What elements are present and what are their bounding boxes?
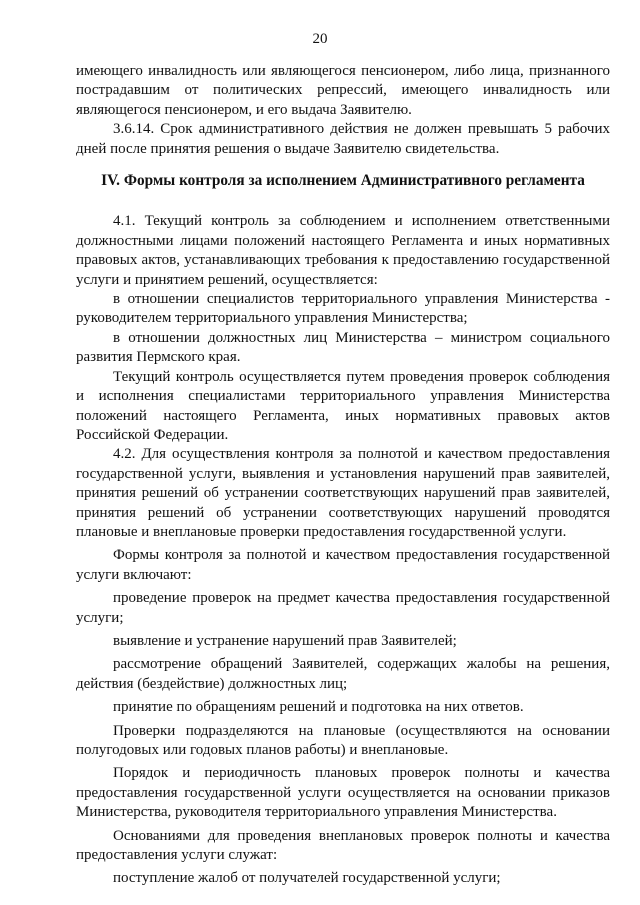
list-item: рассмотрение обращений Заявителей, содержащих жалобы на решения, действия (бездействие) должностных лиц; <box>76 656 610 692</box>
paragraph: Текущий контроль осуществляется путем проведения проверок соблюдения и исполнения специалистами территориального управления Министерства положений настоящего Регламента, иных нормативных правовых актов Российской Федерации. <box>76 368 610 443</box>
paragraph-4-2: 4.2. Для осуществления контроля за полнотой и качеством предоставления государственной услуги, выявления и установления нарушений прав заявителей, принятия решений об устранении соответствующих нарушений прав заявителей, принятия решений об устранении соответствующих нарушений проводятся плановые и внеплановые проверки предоставления государственной услуги. <box>76 446 610 540</box>
list-item: проведение проверок на предмет качества предоставления государственной услуги; <box>76 590 610 626</box>
paragraph: Порядок и периодичность плановых проверок полноты и качества предоставления государственной услуги осуществляется на основании приказов Министерства, руководителя территориального управления Министерства. <box>76 765 610 821</box>
document-body <box>76 62 610 889</box>
paragraph: Проверки подразделяются на плановые (осуществляются на основании полугодовых или годовых планов работы) и внеплановые. <box>76 722 610 758</box>
paragraph: Основаниями для проведения внеплановых проверок полноты и качества предоставления услуги служат: <box>76 827 610 864</box>
page-number: 20 <box>312 31 328 47</box>
paragraph-4-1: 4.1. Текущий контроль за соблюдением и исполнением ответственными должностными лицами положений настоящего Регламента и иных нормативных правовых актов, устанавливающих требования к предоставлению государственной услуги и принятием решений, осуществляется: <box>76 213 610 288</box>
paragraph: в отношении должностных лиц Министерства – министром социального развития Пермского края. <box>76 329 610 366</box>
section-heading: IV. Формы контроля за исполнением Административного регламента <box>101 172 585 190</box>
paragraph-3-6-14: 3.6.14. Срок административного действия не должен превышать 5 рабочих дней после принятия решения о выдаче Заявителю свидетельства. <box>76 121 610 157</box>
list-item: поступление жалоб от получателей государственной услуги; <box>113 870 501 887</box>
list-item: принятие по обращениям решений и подготовка на них ответов. <box>113 699 524 716</box>
paragraph: в отношении специалистов территориального управления Министерства - руководителем территориального управления Министерства; <box>76 291 610 327</box>
paragraph-continuation: имеющего инвалидность или являющегося пенсионером, либо лица, признанного пострадавшим от политических репрессий, имеющего инвалидность или являющегося пенсионером, и его выдача Заявителю. <box>76 63 610 118</box>
paragraph: Формы контроля за полнотой и качеством предоставления государственной услуги включают: <box>76 547 610 583</box>
list-item: выявление и устранение нарушений прав Заявителей; <box>113 632 457 649</box>
